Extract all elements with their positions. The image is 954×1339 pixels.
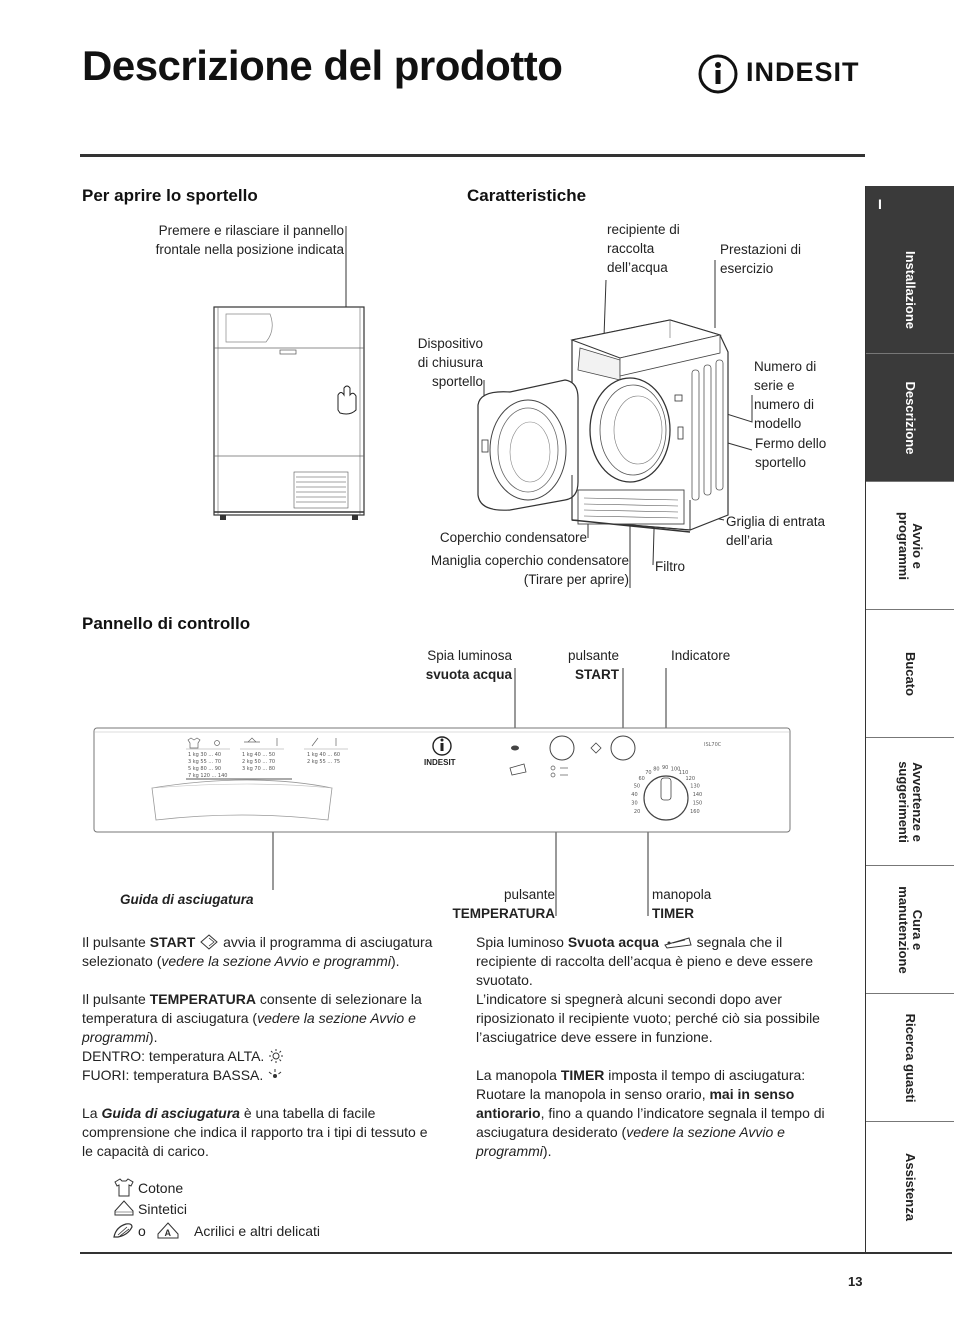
water-container-line3: dell’acqua xyxy=(607,260,668,275)
timer-scale-number: 110 xyxy=(678,770,689,776)
temp-p-text1: Il pulsante xyxy=(82,991,150,1007)
page-number: 13 xyxy=(848,1274,863,1289)
empty-water-light xyxy=(511,746,519,751)
temp-p-ref: vedere la sezione Avvio e programmi xyxy=(82,1010,416,1045)
temperature-button[interactable] xyxy=(550,736,574,760)
door-lock-line1: Dispositivo xyxy=(417,336,483,351)
door-instruction-line1: Premere e rilasciare il pannello xyxy=(158,223,344,238)
door-catch-line2: sportello xyxy=(755,455,807,470)
timer-knob-line1: manopola xyxy=(652,887,712,902)
empty-water-icon xyxy=(663,935,693,949)
timer-scale-number: 40 xyxy=(631,791,638,798)
empty-light-line2: svuota acqua xyxy=(425,667,512,682)
sidebar-tab-ricerca-guasti[interactable] xyxy=(866,994,954,1122)
legend-cotton: Cotone xyxy=(138,1180,184,1196)
wool-icon xyxy=(110,1221,136,1241)
timer-p-text2: imposta il tempo di asciugatura: Ruotare la manopola in senso orario, xyxy=(476,1067,806,1102)
sidebar-tab-bucato[interactable] xyxy=(866,610,954,738)
temp-button-line1: pulsante xyxy=(503,887,555,902)
header-divider xyxy=(80,154,865,157)
door-lock-line3: sportello xyxy=(431,374,483,389)
brand-name: INDESIT xyxy=(746,57,860,87)
sidebar-tab-label: Cura e manutenzione xyxy=(896,885,925,974)
start-p-text3: ). xyxy=(390,953,400,969)
timer-p-text4: ). xyxy=(542,1143,552,1159)
timer-scale-number: 140 xyxy=(692,791,703,798)
guide-col3-row2: 2 kg 55 ... 75 xyxy=(307,759,341,765)
timer-scale-number: 80 xyxy=(653,766,660,773)
timer-scale-number: 160 xyxy=(690,809,700,816)
temp-high-text: DENTRO: temperatura ALTA. xyxy=(82,1048,265,1064)
start-button-line1: pulsante xyxy=(567,648,619,663)
sidebar-tab-label: Descrizione xyxy=(903,381,918,454)
start-p-text2: avvia il programma di asciugatura selezionato ( xyxy=(82,934,433,969)
air-grille-line1: Griglia di entrata xyxy=(726,514,826,529)
empty-p-bold: Svuota acqua xyxy=(567,934,659,950)
label-door-lock xyxy=(383,334,483,391)
guide-paragraph xyxy=(82,1104,438,1161)
timer-scale-number: 100 xyxy=(670,766,681,773)
serial-line2: serie e xyxy=(754,378,795,393)
guide-col2-row1: 1 kg 40 ... 50 xyxy=(242,752,276,758)
rating-plate-line2: esercizio xyxy=(720,261,774,276)
serial-line3: numero di xyxy=(754,397,815,412)
sidebar-tab-label: Avvio e programmi xyxy=(896,511,925,580)
timer-p-bold: TIMER xyxy=(560,1067,605,1083)
timer-paragraph xyxy=(476,1066,838,1161)
timer-scale-number: 70 xyxy=(645,770,652,776)
sidebar-tab-label: Installazione xyxy=(903,250,918,329)
empty-p-text1: Spia luminoso xyxy=(476,934,568,950)
left-column-text xyxy=(82,933,438,1163)
sidebar-tab-cura[interactable] xyxy=(866,866,954,994)
label-filter: Filtro xyxy=(655,559,685,574)
guide-col1-row3: 5 kg 80 ... 90 xyxy=(188,766,222,772)
empty-light-paragraph xyxy=(476,933,838,990)
sidebar-tab-label: Ricerca guasti xyxy=(903,1013,918,1102)
air-grille-line2: dell’aria xyxy=(726,533,773,548)
guide-col2-row2: 2 kg 50 ... 70 xyxy=(242,759,276,765)
indesit-logo xyxy=(698,52,868,96)
timer-scale-number: 30 xyxy=(631,800,638,807)
synthetic-icon xyxy=(112,1199,136,1219)
temp-low-text: FUORI: temperatura BASSA. xyxy=(82,1067,264,1083)
label-condenser-cover: Coperchio condensatore xyxy=(439,530,587,545)
door-lock-line2: di chiusura xyxy=(417,355,483,370)
dryer-front-drawing xyxy=(200,220,380,530)
guide-col1-row2: 3 kg 55 ... 70 xyxy=(188,759,222,765)
water-container-line1: recipiente di xyxy=(607,222,680,237)
footer-divider xyxy=(80,1252,952,1254)
temp-p-text3: ). xyxy=(148,1029,158,1045)
timer-knob-line2: TIMER xyxy=(652,906,694,921)
empty-p-text2: segnala che il recipiente di raccolta dell’acqua è pieno e deve essere svuotato. xyxy=(476,934,813,988)
cotton-icon xyxy=(112,1178,136,1198)
start-button[interactable] xyxy=(611,736,635,760)
timer-scale-number: 150 xyxy=(692,800,703,807)
serial-line4: modello xyxy=(754,416,802,431)
sidebar-tab-label: Assistenza xyxy=(903,1153,918,1221)
legend-or: o xyxy=(138,1223,146,1239)
empty-light-line1: Spia luminosa xyxy=(427,648,512,663)
guide-p-text2: è una tabella di facile comprensione che indica il rapporto tra i tipi di tessuto e le capacità di carico. xyxy=(82,1105,428,1159)
features-heading: Caratteristiche xyxy=(467,186,587,205)
serial-line1: Numero di xyxy=(754,359,817,374)
timer-p-text1: La manopola xyxy=(476,1067,561,1083)
temp-p-bold: TEMPERATURA xyxy=(149,991,257,1007)
page-title: Descrizione del prodotto xyxy=(82,42,563,89)
start-p-ref: vedere la sezione Avvio e programmi xyxy=(161,953,391,969)
timer-scale-number: 60 xyxy=(638,775,645,782)
acrylic-icon xyxy=(155,1221,181,1241)
timer-scale-number: 130 xyxy=(690,783,700,790)
model-code: ISL70C xyxy=(704,742,722,748)
timer-scale-number: 20 xyxy=(633,809,641,816)
sidebar-tab-assistenza[interactable] xyxy=(866,1122,954,1252)
start-p-bold: START xyxy=(149,934,196,950)
water-container-line2: raccolta xyxy=(607,241,655,256)
rating-plate-line1: Prestazioni di xyxy=(720,242,802,257)
right-column-text xyxy=(476,933,838,1180)
label-indicator: Indicatore xyxy=(671,648,731,663)
high-temp-icon xyxy=(268,1049,284,1063)
sidebar-language-letter: I xyxy=(878,196,882,212)
sidebar-tab-descrizione[interactable] xyxy=(866,354,954,482)
start-button-line2: START xyxy=(575,667,619,682)
guide-p-text1: La xyxy=(82,1105,102,1121)
timer-p-bold2: mai in senso antiorario xyxy=(476,1086,795,1121)
door-catch-line1: Fermo dello xyxy=(755,436,827,451)
condenser-handle-line2: (Tirare per aprire) xyxy=(523,572,629,587)
panel-brand: INDESIT xyxy=(424,758,456,767)
guide-col1-row1: 1 kg 30 ... 40 xyxy=(188,752,222,758)
legend-synthetic: Sintetici xyxy=(138,1201,188,1217)
door-heading: Per aprire lo sportello xyxy=(82,186,258,205)
start-diamond-icon xyxy=(199,934,219,950)
guide-col3-row1: 1 kg 40 ... 60 xyxy=(307,752,341,758)
sidebar-tab-avvertenze[interactable] xyxy=(866,738,954,866)
indicator-paragraph: L’indicatore si spegnerà alcuni secondi dopo aver riposizionato il recipiente vuoto; perché ciò sia possibile l’asciugatrice deve essere in funzione. xyxy=(476,991,820,1045)
temp-button-line2: TEMPERATURA xyxy=(452,906,555,921)
control-panel-drawing xyxy=(92,660,792,920)
guide-col1-row4: 7 kg 120 ... 140 xyxy=(188,773,228,779)
timer-p-text3: , fino a quando l’indicatore segnala il tempo di asciugatura desiderato ( xyxy=(476,1105,825,1140)
sidebar-language-tab[interactable] xyxy=(866,186,954,226)
timer-scale-number: 120 xyxy=(685,775,696,782)
legend-delicate: Acrilici e altri delicati xyxy=(194,1223,321,1239)
temp-p-text2: consente di selezionare la temperatura di asciugatura ( xyxy=(82,991,422,1026)
svg-text:A: A xyxy=(164,1228,171,1238)
timer-scale-number: 50 xyxy=(633,783,641,790)
sidebar-tab-label: Avvertenze e suggerimenti xyxy=(896,760,925,843)
start-paragraph xyxy=(82,933,438,971)
timer-scale-number: 90 xyxy=(662,765,669,771)
guide-p-bold: Guida di asciugatura xyxy=(101,1105,240,1121)
condenser-handle-line1: Maniglia coperchio condensatore xyxy=(430,553,629,568)
sidebar-tab-installazione[interactable] xyxy=(866,226,954,354)
control-panel-heading: Pannello di controllo xyxy=(82,614,251,633)
sidebar-tab-avvio[interactable] xyxy=(866,482,954,610)
sidebar-tab-label: Bucato xyxy=(903,651,918,696)
start-p-text1: Il pulsante xyxy=(82,934,150,950)
low-temp-icon xyxy=(267,1068,283,1082)
indesit-logo-icon xyxy=(698,52,742,96)
temperature-paragraph xyxy=(82,990,438,1085)
timer-p-ref: vedere la sezione Avvio e programmi xyxy=(476,1124,785,1159)
label-drying-guide: Guida di asciugatura xyxy=(120,892,254,907)
guide-col2-row3: 3 kg 70 ... 80 xyxy=(242,766,276,772)
dryer-open-drawing xyxy=(470,220,770,590)
door-instruction-line2: frontale nella posizione indicata xyxy=(155,242,344,257)
